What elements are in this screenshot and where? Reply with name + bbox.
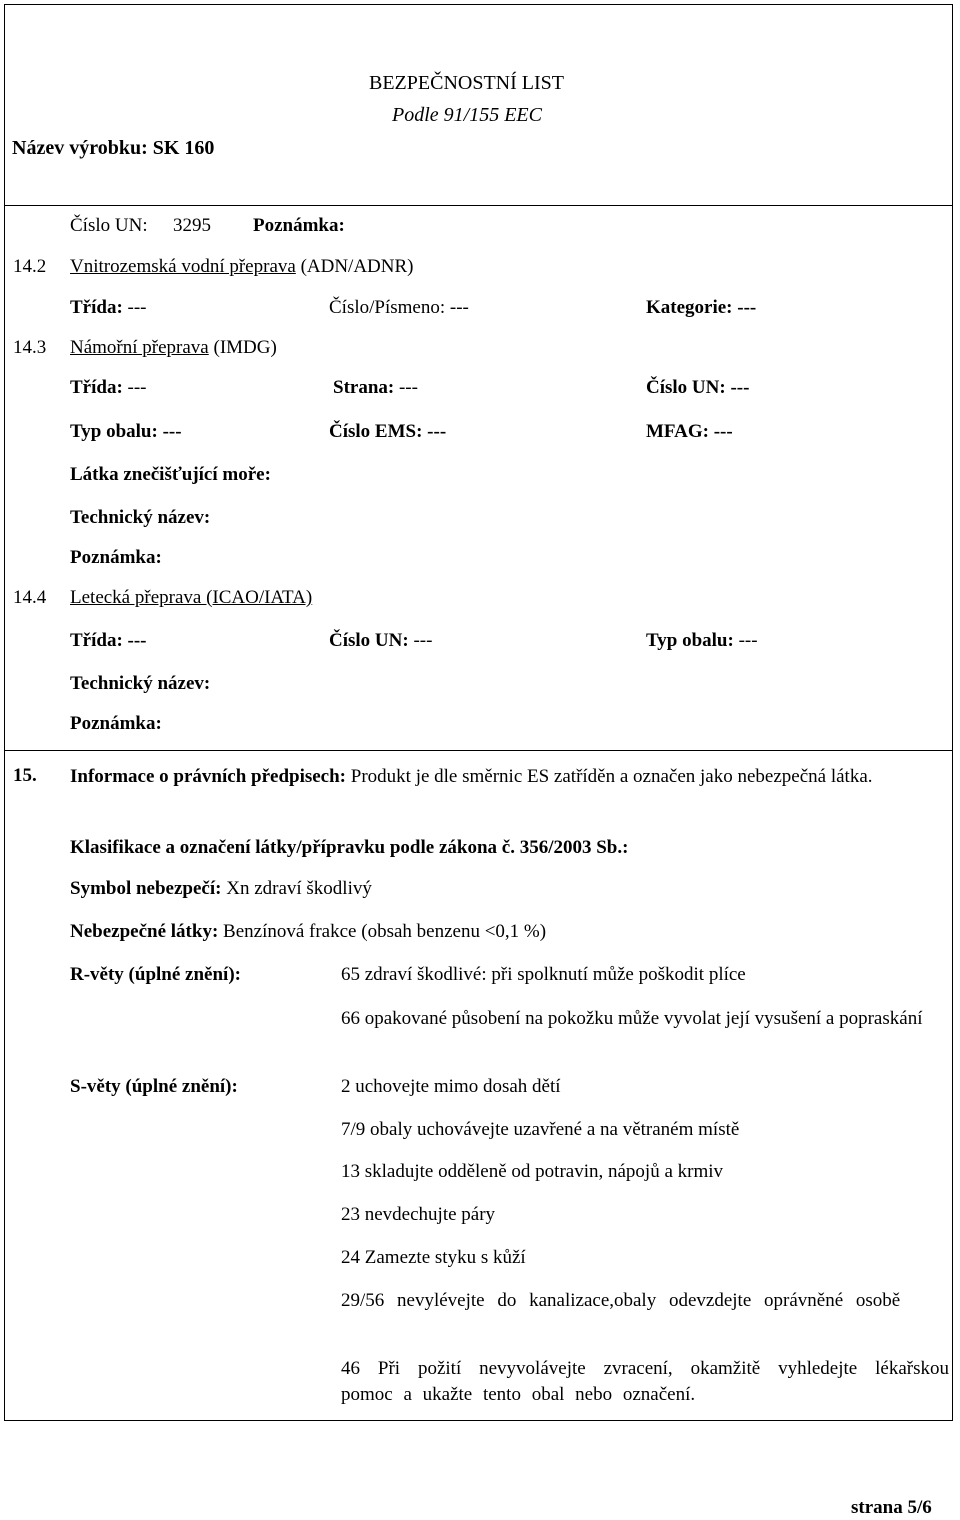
document-subtitle: Podle 91/155 EEC [392,104,542,126]
r-phrases-label: R-věty (úplné znění): [70,964,241,985]
header-box [4,4,953,206]
adn-class-label: Třída: [70,297,123,318]
s-phrase-item: 29/56 nevylévejte do kanalizace,obaly odevzdejte oprávněné osobě [341,1290,901,1311]
section-14-4-number: 14.4 [13,587,47,608]
s-phrase-item: 24 Zamezte styku s kůží [341,1247,526,1268]
adn-letter-label: Číslo/Písmeno: [329,297,446,318]
section-15-title: Informace o právních předpisech: [70,766,347,787]
section-14-2-title-suffix: (ADN/ADNR) [300,256,414,277]
imdg-class-value: --- [127,377,147,398]
iata-package-type-value: --- [738,630,758,651]
imdg-note-label: Poznámka: [70,547,162,568]
s-phrase-item: 46 Při požití nevyvolávejte zvracení, okamžitě vyhledejte lékařskou pomoc a ukažte tento obal nebo označení. [341,1358,949,1405]
imdg-un: Číslo UN: --- [646,377,750,398]
iata-un-label: Číslo UN: [329,630,409,651]
iata-package-type-label: Typ obalu: [646,630,734,651]
un-number-value: 3295 [173,215,211,236]
imdg-technical-name-label: Technický název: [70,507,211,528]
classification-heading: Klasifikace a označení látky/přípravku podle zákona č. 356/2003 Sb.: [70,837,629,858]
section-15-number: 15. [13,765,37,786]
section-14-2-title-main: Vnitrozemská vodní přeprava [70,256,296,277]
section-14-3-number: 14.3 [13,337,47,358]
product-name: Název výrobku: SK 160 [12,137,215,159]
s-phrase-item: 7/9 obaly uchovávejte uzavřené a na větraném místě [341,1119,740,1140]
r-phrase-item: 65 zdraví škodlivé: při spolknutí může poškodit plíce [341,964,746,985]
section-14-2-number: 14.2 [13,256,47,277]
adn-class-value: --- [127,297,147,318]
adn-letter [329,297,469,320]
s-phrase-item: 2 uchovejte mimo dosah dětí [341,1076,561,1097]
imdg-page [333,377,418,400]
dangerous-substances [70,921,546,944]
hazard-symbol [70,878,372,901]
document-title: BEZPEČNOSTNÍ LIST [369,72,564,94]
imdg-mfag: MFAG: --- [646,421,733,442]
iata-package-type [646,630,758,653]
imdg-page-value: --- [398,377,418,398]
s-phrases-label: S-věty (úplné znění): [70,1076,238,1097]
note-label: Poznámka: [253,215,345,236]
s-phrase-item: 23 nevdechujte páry [341,1204,496,1225]
dangerous-substances-value: Benzínová frakce (obsah benzenu <0,1 %) [223,921,547,942]
iata-technical-name-label: Technický název: [70,673,211,694]
iata-class: Třída: --- [70,630,147,651]
adn-category: Kategorie: --- [646,297,757,318]
section-14-3-title-main: Námořní přeprava [70,337,209,358]
page-number: strana 5/6 [851,1497,932,1518]
imdg-class-label: Třída: [70,377,123,398]
section-14-3-title-suffix: (IMDG) [213,337,277,358]
dangerous-substances-label: Nebezpečné látky: [70,921,219,942]
imdg-ems: Číslo EMS: --- [329,421,447,442]
marine-pollutant-label: Látka znečišťující moře: [70,464,271,485]
iata-un-value: --- [413,630,433,651]
r-phrase-item: 66 opakované působení na pokožku může vyvolat její vysušení a popraskání [341,1008,923,1029]
iata-un [329,630,432,653]
s-phrase-item: 13 skladujte odděleně od potravin, nápojů a krmiv [341,1161,724,1182]
hazard-symbol-label: Symbol nebezpečí: [70,878,222,899]
section-15-text: Produkt je dle směrnic ES zatříděn a označen jako nebezpečná látka. [350,766,873,787]
section-15-intro [70,764,910,790]
section-14-2-title [70,256,414,279]
imdg-class [70,377,147,400]
adn-letter-value: --- [449,297,469,318]
un-number-label: Číslo UN: [70,215,148,236]
iata-note-label: Poznámka: [70,713,162,734]
section-14-4-title: Letecká přeprava (ICAO/IATA) [70,587,313,608]
imdg-package-type: Typ obalu: --- [70,421,182,442]
adn-class [70,297,147,320]
section-14-3-title [70,337,277,360]
hazard-symbol-value: Xn zdraví škodlivý [226,878,372,899]
imdg-page-label: Strana: [333,377,395,398]
